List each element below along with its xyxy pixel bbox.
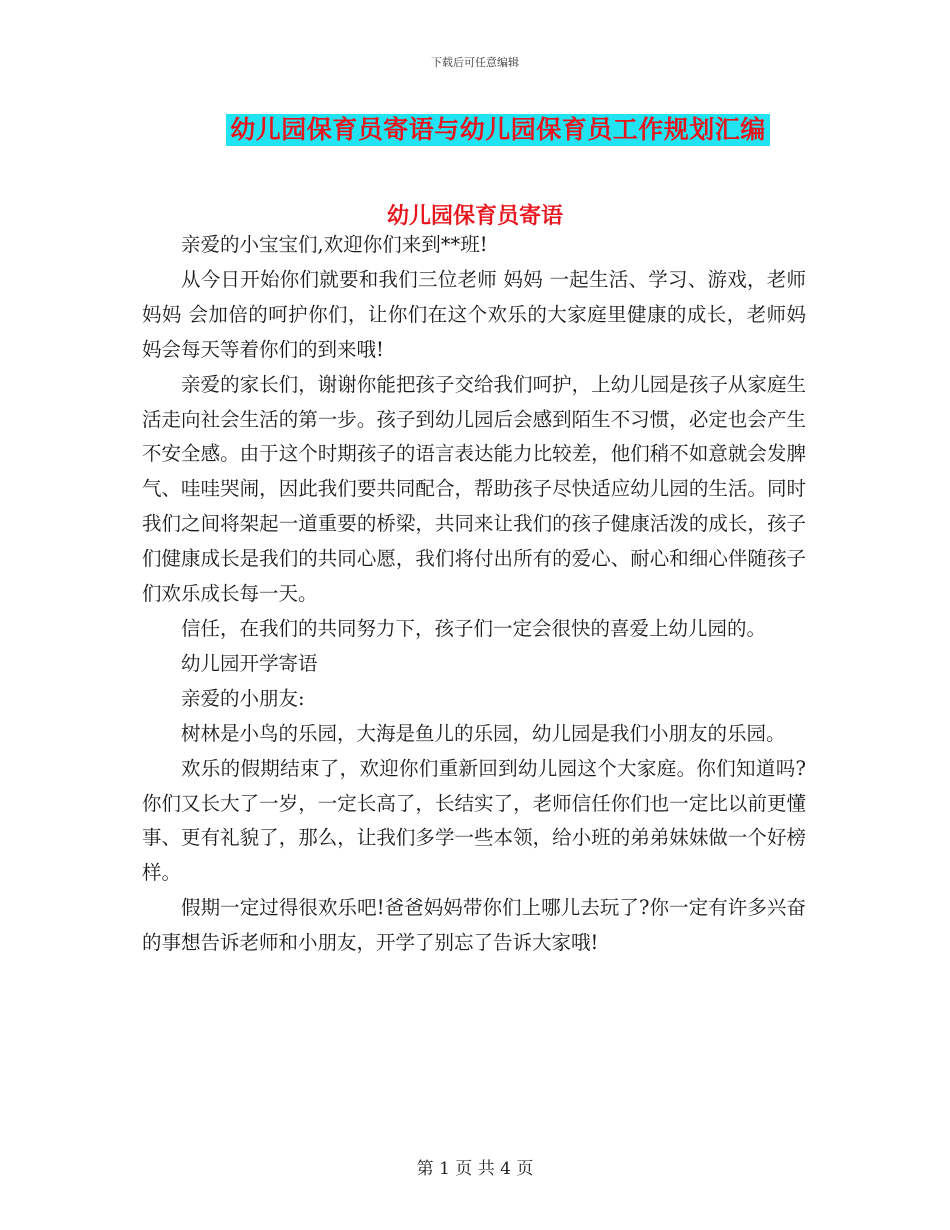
body-text <box>142 228 806 961</box>
paragraph: 亲爱的小宝宝们,欢迎你们来到**班! <box>181 233 488 256</box>
section-title: 幼儿园保育员寄语 <box>386 203 563 229</box>
paragraph: 树林是小鸟的乐园，大海是鱼儿的乐园，幼儿园是我们小朋友的乐园。 <box>181 721 786 745</box>
paragraph: 从今日开始你们就要和我们三位老师 妈妈 一起生活、学习、游戏，老师 妈妈 会加倍的呵护你们，让你们在这个欢乐的大家庭里健康的成长，老师妈妈会每天等着你们的到来哦! <box>142 267 806 361</box>
paragraph: 幼儿园开学寄语 <box>181 651 318 675</box>
paragraph: 假期一定过得很欢乐吧!爸爸妈妈带你们上哪儿去玩了?你一定有许多兴奋的事想告诉老师和小朋友，开学了别忘了告诉大家哦! <box>142 896 806 955</box>
document-title: 幼儿园保育员寄语与幼儿园保育员工作规划汇编 <box>226 114 770 146</box>
header-note: 下载后可任意编辑 <box>431 56 519 69</box>
paragraph: 欢乐的假期结束了，欢迎你们重新回到幼儿园这个大家庭。你们知道吗?你们又长大了一岁，一定长高了，长结实了，老师信任你们也一定比以前更懂事、更有礼貌了，那么，让我们多学一些本领，给小班的弟弟妹妹做一个好榜样。 <box>142 756 806 885</box>
page-footer: 第 1 页 共 4 页 <box>416 1159 534 1179</box>
paragraph: 亲爱的小朋友: <box>181 686 305 710</box>
paragraph: 亲爱的家长们，谢谢你能把孩子交给我们呵护，上幼儿园是孩子从家庭生活走向社会生活的第一步。孩子到幼儿园后会感到陌生不习惯，必定也会产生不安全感。由于这个时期孩子的语言表达能力比较差，他们稍不如意就会发脾气、哇哇哭闹，因此我们要共同配合，帮助孩子尽快适应幼儿园的生活。同时我们之间将架起一道重要的桥梁，共同来让我们的孩子健康活泼的成长，孩子们健康成长是我们的共同心愿，我们将付出所有的爱心、耐心和细心伴随孩子们欢乐成长每一天。 <box>142 372 806 606</box>
document-title-container <box>0 114 950 146</box>
paragraph: 信任，在我们的共同努力下，孩子们一定会很快的喜爱上幼儿园的。 <box>181 616 767 640</box>
